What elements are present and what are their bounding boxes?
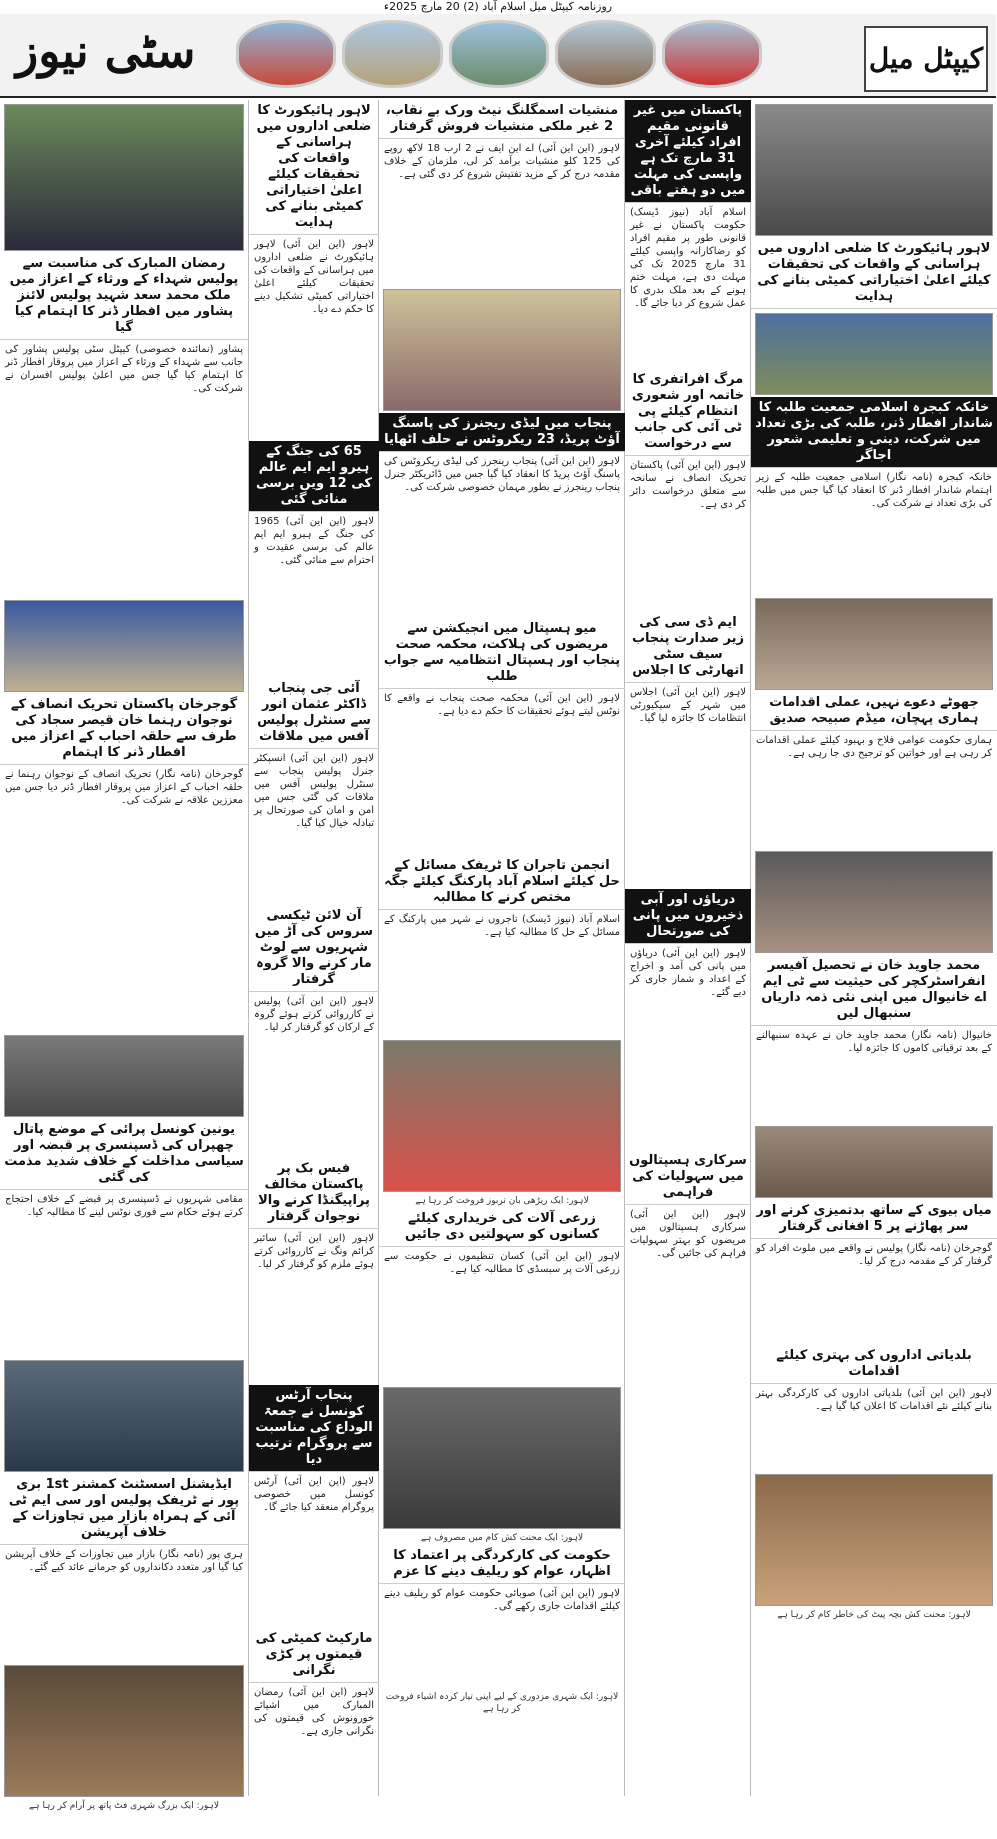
landmark-photo xyxy=(555,20,655,88)
article-headline: حکومت کی کارکردگی پر اعتماد کا اظہار، عوام کو ریلیف دینے کا عزم xyxy=(379,1545,625,1584)
city-news-title: سٹی نیوز xyxy=(16,24,196,78)
article-headline: لاہور ہائیکورٹ کا ضلعی اداروں میں ہراسانی کے واقعات کی تحقیقات کیلئے اعلیٰ اختیاراتی کمیٹی بنانے کی ہدایت xyxy=(751,238,997,309)
article-headline: مرگ افراتفری کا خاتمہ اور شعوری انتظام کیلئے پی ٹی آئی کی جانب سے درخواست xyxy=(625,369,751,456)
photo xyxy=(4,1035,244,1117)
column-2 xyxy=(624,100,751,1796)
article-headline: یونین کونسل پرائی کے موضع پاتال چھپراں کی ڈسپنسری پر قبضہ اور سیاسی مداخلت کے خلاف شدید مذمت کی گئی xyxy=(0,1119,248,1190)
column-4 xyxy=(248,100,379,1796)
photo xyxy=(4,1360,244,1472)
photo xyxy=(4,1665,244,1797)
article-headline: میو ہسپتال میں انجیکشن سے مریضوں کی ہلاکت، محکمہ صحت پنجاب اور ہسپتال انتظامیہ سے جواب طلب xyxy=(379,618,625,689)
photo xyxy=(755,104,993,236)
article-headline: پنجاب آرٹس کونسل نے جمعۃ الوداع کی مناسبت سے پروگرام ترتیب دیا xyxy=(249,1385,379,1472)
photo xyxy=(755,313,993,395)
article-headline: لاہور ہائیکورٹ کا ضلعی اداروں میں ہراسانی کے واقعات کی تحقیقات کیلئے اعلیٰ اختیاراتی کمیٹی بنانے کی ہدایت xyxy=(249,100,379,235)
article-headline: 65 کی جنگ کے ہیرو ایم ایم عالم کی 12 ویں برسی منائی گئی xyxy=(249,441,379,512)
article-body: پشاور (نمائندہ خصوصی) کیپٹل سٹی پولیس پشاور کی جانب سے شہداء کے ورثاء کے اعزاز میں پروقار افطار ڈنر کا اہتمام کیا گیا جس میں اعلیٰ پولیس افسران نے شرکت کی۔ xyxy=(5,344,243,394)
article-body: لاہور (این این آئی) انسپکٹر جنرل پولیس پنجاب سے سنٹرل پولیس آفس میں ملاقات کی گئی جس میں امن و امان کی صورتحال پر تبادلہ خیال کیا گیا۔ xyxy=(254,753,374,829)
article-body: لاہور (این این آئی) محکمہ صحت پنجاب نے واقعے کا نوٹس لیتے ہوئے تحقیقات کا حکم دے دیا ہے۔ xyxy=(384,693,620,717)
article-headline: رمضان المبارک کی مناسبت سے پولیس شہداء کے ورثاء کے اعزاز میں ملک محمد سعد شہید پولیس لائنز پشاور میں افطار ڈنر کا اہتمام کیا گیا xyxy=(0,253,248,340)
article-body: لاہور (این این آئی) سرکاری ہسپتالوں میں مریضوں کو بہتر سہولیات فراہم کی جائیں گی۔ xyxy=(630,1209,746,1259)
photo xyxy=(4,104,244,251)
article-body: لاہور (این این آئی) کسان تنظیموں نے حکومت سے زرعی آلات پر سبسڈی کا مطالبہ کیا ہے۔ xyxy=(384,1251,620,1275)
article-headline: ایڈیشنل اسسٹنٹ کمشنر 1st بری پور نے ٹریفک پولیس اور سی ایم ٹی آئی کے ہمراہ بازار میں تجاوزات کے خلاف آپریشن xyxy=(0,1474,248,1545)
landmark-photo xyxy=(662,20,762,88)
article-headline: محمد جاوید خان نے تحصیل آفیسر انفراسٹرکچر کی حیثیت سے ٹی ایم اے خانیوال میں اپنی نئی ذمہ داریاں سنبھال لیں xyxy=(751,955,997,1026)
photo xyxy=(383,1387,621,1529)
article-headline: سرکاری ہسپتالوں میں سہولیات کی فراہمی xyxy=(625,1150,751,1205)
article-headline: زرعی آلات کی خریداری کیلئے کسانوں کو سہولتیں دی جائیں xyxy=(379,1208,625,1247)
article-body: خانیوال (نامہ نگار) محمد جاوید خان نے عہدہ سنبھالنے کے بعد ترقیاتی کاموں کا جائزہ لیا۔ xyxy=(756,1030,992,1054)
article-body: لاہور (این این آئی) سائبر کرائم ونگ نے کارروائی کرتے ہوئے ملزم کو گرفتار کر لیا۔ xyxy=(254,1233,374,1270)
photo xyxy=(755,1126,993,1198)
column-5 xyxy=(0,100,248,1811)
photo xyxy=(4,600,244,692)
article-body: لاہور (این این آئی) اے این ایف نے 2 ارب 18 لاکھ روپے کی 125 کلو منشیات برآمد کر لی، ملزمان کے خلاف مقدمہ درج کر کے مزید تفتیش شروع کر دی گئی ہے۔ xyxy=(384,143,620,180)
column-3 xyxy=(378,100,625,1796)
article-body: خانکہ کبجرہ (نامہ نگار) اسلامی جمعیت طلبہ کے زیر اہتمام شاندار افطار ڈنر کا انعقاد کیا گیا جس میں طلبہ کی بڑی تعداد نے شرکت کی۔ xyxy=(756,472,992,509)
landmark-photo xyxy=(236,20,336,88)
article-body: لاہور (این این آئی) اجلاس میں شہر کے سیکیورٹی انتظامات کا جائزہ لیا گیا۔ xyxy=(630,687,746,724)
article-headline: جھوٹے دعوے نہیں، عملی اقدامات ہماری پہچان، میڈم صبیحہ صدیق xyxy=(751,692,997,731)
article-body: لاہور (این این آئی) 1965 کی جنگ کے ہیرو ایم ایم عالم کی برسی عقیدت و احترام سے منائی گئی۔ xyxy=(254,516,374,566)
article-headline: میاں بیوی کے ساتھ بدتمیزی کرنے اور سر پھاڑنے پر 5 افغانی گرفتار xyxy=(751,1200,997,1239)
article-headline: فیس بک پر پاکستان مخالف پراپیگنڈا کرنے والا نوجوان گرفتار xyxy=(249,1158,379,1229)
article-body: اسلام آباد (نیوز ڈیسک) حکومت پاکستان نے غیر قانونی طور پر مقیم افراد کو رضاکارانہ واپسی کیلئے 31 مارچ 2025 تک کی مہلت دی ہے، مہلت ختم ہونے کے بعد ملک بدری کا عمل شروع کر دیا جائے گا۔ xyxy=(630,207,747,309)
article-headline: پنجاب میں لیڈی ریجنرز کی پاسنگ آؤٹ پریڈ، 23 ریکروٹس نے حلف اٹھایا xyxy=(379,413,625,452)
photo-caption: لاہور: ایک محنت کش کام میں مصروف ہے xyxy=(420,1533,584,1543)
article-headline: گوجرخان پاکستان تحریک انصاف کے نوجوان رہنما خان قیصر سجاد کی طرف سے حلقہ احباب کے اعزاز میں افطار ڈنر کا اہتمام xyxy=(0,694,248,765)
article-body: لاہور (این این آئی) پولیس نے کارروائی کرتے ہوئے گروہ کے ارکان کو گرفتار کر لیا۔ xyxy=(254,996,374,1033)
article-headline: منشیات اسمگلنگ نیٹ ورک بے نقاب، 2 غیر ملکی منشیات فروش گرفتار xyxy=(379,100,625,139)
article-body: لاہور (این این آئی) لاہور ہائیکورٹ نے ضلعی اداروں میں ہراسانی کے واقعات کی تحقیقات کیلئے اعلیٰ اختیاراتی کمیٹی تشکیل دینے کا حکم دے دیا۔ xyxy=(254,239,374,315)
article-body: لاہور (این این آئی) رمضان المبارک میں اشیائے خورونوش کی قیمتوں کی نگرانی جاری ہے۔ xyxy=(254,1687,374,1737)
landmark-photo xyxy=(449,20,549,88)
dateline: روزنامہ کیپٹل میل اسلام آباد (2) 20 مارچ 2025ء xyxy=(383,0,613,13)
photo xyxy=(383,289,621,411)
article-body: لاہور (این این آئی) صوبائی حکومت عوام کو ریلیف دینے کیلئے اقدامات جاری رکھے گی۔ xyxy=(384,1588,620,1612)
article-headline: پاکستان میں غیر قانونی مقیم افراد کیلئے آخری 31 مارچ تک ہے واپسی کی مہلت میں دو ہفتے باقی xyxy=(625,100,751,203)
article-body: ہماری حکومت عوامی فلاح و بہبود کیلئے عملی اقدامات کر رہی ہے اور خواتین کو ترجیح دی جا رہی ہے۔ xyxy=(756,735,992,759)
article-body: مقامی شہریوں نے ڈسپنسری پر قبضے کے خلاف احتجاج کرتے ہوئے حکام سے فوری نوٹس لینے کا مطالبہ کیا۔ xyxy=(5,1194,243,1218)
photo-caption: لاہور: ایک بزرگ شہری فٹ پاتھ پر آرام کر رہا ہے xyxy=(29,1801,219,1811)
photo xyxy=(755,851,993,953)
column-1 xyxy=(750,100,997,1796)
article-headline: ایم ڈی سی کی زیر صدارت پنجاب سیف سٹی اتھارٹی کا اجلاس xyxy=(625,612,751,683)
photo-caption: لاہور: محنت کش بچہ پیٹ کی خاطر کام کر رہا ہے xyxy=(777,1610,971,1620)
article-body: لاہور (این این آئی) دریاؤں میں پانی کی آمد و اخراج کے اعداد و شمار جاری کر دیے گئے۔ xyxy=(630,948,746,998)
article-body: ہری پور (نامہ نگار) بازار میں تجاوزات کے خلاف آپریشن کیا گیا اور متعدد دکانداروں کو جرمانے عائد کیے گئے۔ xyxy=(5,1549,243,1573)
article-body: لاہور (این این آئی) بلدیاتی اداروں کی کارکردگی بہتر بنانے کیلئے نئے اقدامات کا اعلان کیا گیا ہے۔ xyxy=(756,1388,992,1412)
landmark-strip xyxy=(236,20,762,88)
photo-caption: لاہور: ایک ریڑھی بان تربوز فروخت کر رہا ہے xyxy=(415,1196,589,1206)
article-body: لاہور (این این آئی) پنجاب رینجرز کی لیڈی ریکروٹس کی پاسنگ آؤٹ پریڈ کا انعقاد کیا گیا جس میں ڈائریکٹر جنرل پنجاب رینجرز نے بطور مہمان خصوصی شرکت کی۔ xyxy=(384,456,620,493)
photo xyxy=(755,1474,993,1606)
photo xyxy=(755,598,993,690)
photo xyxy=(383,1040,621,1192)
article-headline: دریاؤں اور آبی ذخیروں میں پانی کی صورتحال xyxy=(625,889,751,944)
article-headline: آئی جی پنجاب ڈاکٹر عثمان انور سے سنٹرل پولیس آفس میں ملاقات xyxy=(249,678,379,749)
newspaper-logo: کیپٹل میل xyxy=(864,26,988,92)
masthead xyxy=(0,14,996,98)
article-body: لاہور (این این آئی) آرٹس کونسل میں خصوصی پروگرام منعقد کیا جائے گا۔ xyxy=(254,1476,374,1513)
article-headline: انجمن تاجران کا ٹریفک مسائل کے حل کیلئے اسلام آباد پارکنگ کیلئے جگہ مختص کرنے کا مطالبہ xyxy=(379,855,625,910)
article-headline: مارکیٹ کمیٹی کی قیمتوں پر کڑی نگرانی xyxy=(249,1628,379,1683)
photo-caption: لاہور: ایک شہری مزدوری کے لیے اپنی تیار کردہ اشیاء فروخت کر رہا ہے xyxy=(385,1692,619,1714)
article-headline: آن لائن ٹیکسی سروس کی آڑ میں شہریوں سے لوٹ مار کرنے والا گروہ گرفتار xyxy=(249,905,379,992)
article-headline: خانکہ کبجرہ اسلامی جمعیت طلبہ کا شاندار افطار ڈنر، طلبہ کی بڑی تعداد میں شرکت، دینی و تعلیمی شعور اجاگر xyxy=(751,397,997,468)
article-body: اسلام آباد (نیوز ڈیسک) تاجروں نے شہر میں پارکنگ کے مسائل کے حل کا مطالبہ کیا ہے۔ xyxy=(384,914,620,938)
landmark-photo xyxy=(342,20,442,88)
article-body: گوجرخان (نامہ نگار) پولیس نے واقعے میں ملوث افراد کو گرفتار کر کے مقدمہ درج کر لیا۔ xyxy=(756,1243,992,1267)
article-body: گوجرخان (نامہ نگار) تحریک انصاف کے نوجوان رہنما نے حلقہ احباب کے اعزاز میں پروقار افطار ڈنر دیا جس میں معززین علاقہ نے شرکت کی۔ xyxy=(5,769,243,806)
article-headline: بلدیاتی اداروں کی بہتری کیلئے اقدامات xyxy=(751,1345,997,1384)
article-body: لاہور (این این آئی) پاکستان تحریک انصاف نے سانحہ سے متعلق درخواست دائر کر دی ہے۔ xyxy=(630,460,746,510)
